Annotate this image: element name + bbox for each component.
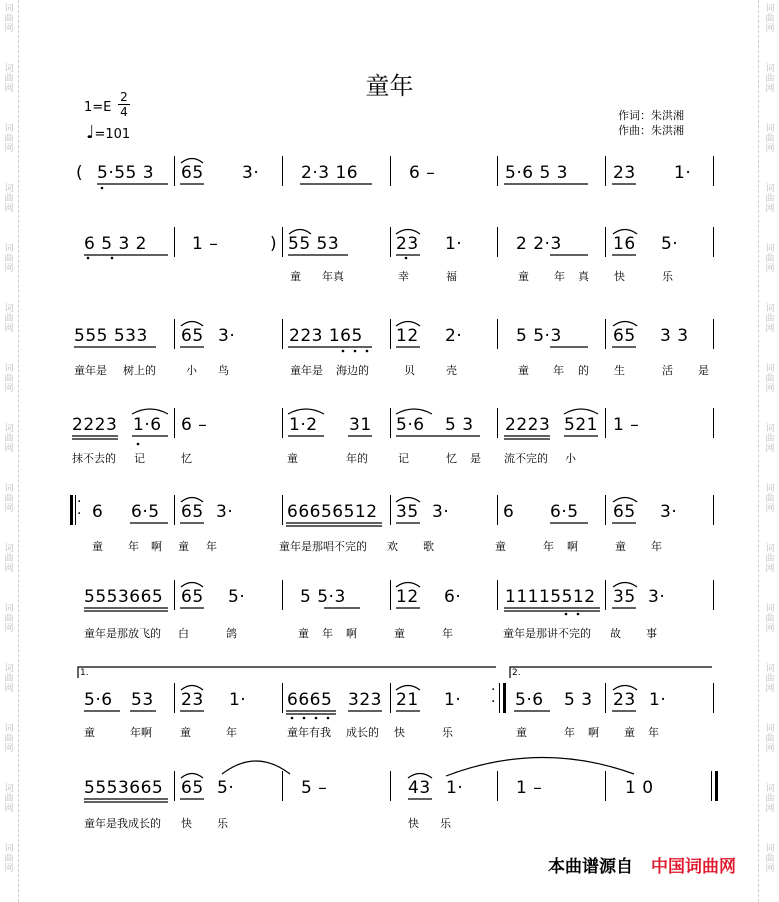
watermark-char: 曲 [765,434,775,444]
watermark-char: 曲 [4,734,14,744]
note: 43 [408,778,431,798]
lyric: 童年是那唱不完的 [279,540,367,553]
lyric: 年 [206,540,217,553]
lyric: 贝 [404,364,415,377]
lyric: 流不完的 [504,452,548,465]
note: 23 [613,690,636,710]
note: 1· [446,778,464,798]
note: 6·5 [131,502,160,522]
watermark-char: 词 [4,4,14,14]
watermark-char: 词 [765,244,775,254]
note: 1· [674,163,692,183]
time-top: 2 [120,90,128,104]
note: 5·6 5 3 [505,163,568,183]
watermark-char: 词 [4,604,14,614]
ending-2-label: 2. [512,668,521,678]
note: 65 [181,326,204,346]
watermark-char: 网 [4,264,14,274]
watermark-char: 曲 [765,734,775,744]
repeat-dots: · · [77,494,82,522]
lyric: 年 [226,726,237,739]
lyric: 年 [564,726,575,739]
note: 1·6 [133,415,162,435]
note: 3· [660,502,678,522]
lyric: 童 [180,726,191,739]
watermark-char: 词 [765,64,775,74]
lyric: 童年是那讲不完的 [503,627,591,640]
lyricist: 作词：朱洪湘 [618,109,684,122]
lyric: 小 [186,364,197,377]
note: ) [270,234,278,254]
lyric: 年 [553,364,564,377]
watermark-char: 词 [765,664,775,674]
note: 6 5 3 2 [84,234,147,254]
lyric: 快 [394,726,405,739]
note: 3· [242,163,260,183]
note: 5 3 [564,690,593,710]
lyric: 是 [698,364,709,377]
watermark-char: 词 [765,544,775,554]
note: 1· [649,690,667,710]
note: 5553665 [84,587,164,607]
note: 2223 [72,415,118,435]
lyric: 童年是我成长的 [84,817,161,830]
lyric: 活 [662,364,673,377]
note: 66656512 [287,502,378,522]
watermark-char: 词 [4,244,14,254]
watermark-char: 词 [4,784,14,794]
watermark-char: 曲 [765,14,775,24]
lyric: 海边的 [336,364,369,377]
footer [548,852,736,877]
note: 3· [216,502,234,522]
composer: 作曲：朱洪湘 [618,124,684,137]
lyric: 鸟 [218,364,229,377]
watermark-char: 曲 [765,554,775,564]
note: 31 [349,415,372,435]
watermark-char: 网 [765,864,775,874]
note: 555 533 [74,326,148,346]
lyric: 事 [646,627,657,640]
note: 6 – [181,415,208,435]
lyric: 童 [178,540,189,553]
watermark-char: 网 [4,564,14,574]
watermark-char: 网 [4,684,14,694]
note: 6665 [287,690,333,710]
note: 5 3 [445,415,474,435]
note: 2·3 16 [301,163,359,183]
watermark-char: 曲 [4,194,14,204]
watermark-char: 网 [4,624,14,634]
watermark-char: 网 [765,24,775,34]
watermark-char: 曲 [765,134,775,144]
lyric: 童 [287,452,298,465]
watermark-char: 网 [765,444,775,454]
watermark-char: 网 [4,744,14,754]
note: 5· [661,234,679,254]
watermark-char: 曲 [4,74,14,84]
watermark-char: 曲 [765,854,775,864]
watermark-char: 曲 [765,374,775,384]
watermark-char: 曲 [4,254,14,264]
note: 12 [396,326,419,346]
note: 5·6 [515,690,544,710]
watermark-char: 词 [765,4,775,14]
lyric: 童年是 [290,364,323,377]
lyric: 年 [648,726,659,739]
watermark-char: 词 [4,184,14,194]
watermark-char: 词 [4,124,14,134]
repeat-dots: · · [491,682,496,710]
lyric: 年 [554,270,565,283]
lyric: 忆 [446,452,457,465]
note: 2 2·3 [516,234,562,254]
watermark-char: 词 [765,364,775,374]
watermark-char: 网 [765,84,775,94]
watermark-char: 词 [4,484,14,494]
note: 5· [228,587,246,607]
watermark-char: 曲 [765,74,775,84]
watermark-char: 网 [4,24,14,34]
lyric: 童 [495,540,506,553]
watermark-char: 网 [765,204,775,214]
lyric: 是 [470,452,481,465]
watermark-char: 词 [765,724,775,734]
note: 3 3 [660,326,689,346]
watermark-char: 曲 [765,254,775,264]
lyric: 故 [610,627,621,640]
lyric: 年 [543,540,554,553]
note: 65 [181,587,204,607]
watermark-char: 词 [4,64,14,74]
song-title: 童年 [365,72,414,100]
note: 1 0 [625,778,654,798]
watermark-char: 网 [4,804,14,814]
note: 6 [92,502,104,522]
lyric: 抹不去的 [72,452,116,465]
lyric: 快 [408,817,419,830]
note: 521 [564,415,598,435]
lyric: 啊 [588,726,599,739]
note: 65 [181,778,204,798]
watermark-char: 网 [765,144,775,154]
lyric: 小 [565,452,576,465]
watermark-char: 网 [765,684,775,694]
watermark-char: 曲 [4,494,14,504]
lyric: 乐 [440,817,451,830]
lyric: 成长的 [346,726,379,739]
lyric: 记 [398,452,409,465]
lyric: 忆 [181,452,192,465]
watermark-char: 网 [765,744,775,754]
note: 6 [503,502,515,522]
lyric: 啊 [151,540,162,553]
note: ( [76,163,84,183]
lyric: 童 [394,627,405,640]
note: 1 – [516,778,543,798]
note: 35 [396,502,419,522]
lyric: 真 [578,270,589,283]
watermark-char: 网 [4,864,14,874]
note: 65 [613,502,636,522]
watermark-char: 曲 [765,194,775,204]
note: 5· [217,778,235,798]
watermark-char: 词 [765,844,775,854]
note: 3· [648,587,666,607]
site-name: 中国词曲网 [651,857,736,877]
watermark-char: 曲 [4,794,14,804]
source-label: 本曲谱源自 [548,857,633,877]
note: 5 5·3 [516,326,562,346]
note: 65 [613,326,636,346]
lyric: 年的 [346,452,368,465]
lyric: 白 [178,627,189,640]
lyric: 童 [92,540,103,553]
watermark-char: 词 [4,664,14,674]
watermark-char: 词 [4,844,14,854]
note: 323 [348,690,382,710]
lyric: 年真 [322,270,344,283]
note: 5·55 3 [97,163,155,183]
note: 23 [181,690,204,710]
lyric: 童 [518,364,529,377]
note: 5553665 [84,778,164,798]
note: 21 [396,690,419,710]
watermark-char: 词 [4,544,14,554]
lyric: 乐 [217,817,228,830]
lyric: 壳 [446,364,457,377]
lyric: 鸽 [226,627,237,640]
lyric: 欢 [387,540,398,553]
note: 5·6 [396,415,425,435]
watermark-char: 曲 [4,134,14,144]
note: 16 [613,234,636,254]
watermark-char: 网 [765,324,775,334]
note: 12 [396,587,419,607]
lyric: 童年是那放飞的 [84,627,161,640]
note: 223 165 [289,326,363,346]
lyric: 快 [181,817,192,830]
watermark-char: 词 [765,784,775,794]
watermark-char: 网 [765,624,775,634]
note: 1· [445,234,463,254]
watermark-char: 曲 [765,674,775,684]
note: 5 5·3 [300,587,346,607]
lyric: 童 [84,726,95,739]
watermark-char: 网 [765,504,775,514]
watermark-char: 词 [765,124,775,134]
note: 6· [444,587,462,607]
lyric: 童 [624,726,635,739]
watermark-char: 曲 [4,854,14,864]
lyric: 童年有我 [287,726,331,739]
watermark-char: 曲 [765,314,775,324]
lyric: 童 [615,540,626,553]
watermark-char: 网 [4,204,14,214]
watermark-char: 网 [4,144,14,154]
time-bottom: 4 [120,105,128,119]
watermark-char: 曲 [4,614,14,624]
note: 55 53 [288,234,340,254]
watermark-char: 词 [4,424,14,434]
watermark-char: 网 [765,804,775,814]
watermark-char: 曲 [765,794,775,804]
note: 2· [445,326,463,346]
note: 6 – [409,163,436,183]
watermark-char: 词 [765,424,775,434]
note: 3· [432,502,450,522]
note: 65 [181,502,204,522]
watermark-char: 网 [765,264,775,274]
watermark-char: 曲 [4,554,14,564]
key-signature: 1=E [84,100,112,115]
lyric: 年 [322,627,333,640]
watermark-char: 词 [4,724,14,734]
note: 2223 [505,415,551,435]
lyric: 童 [298,627,309,640]
note: 23 [396,234,419,254]
watermark-char: 曲 [765,494,775,504]
note: 35 [613,587,636,607]
watermark-char: 曲 [4,374,14,384]
lyric: 生 [614,364,625,377]
watermark-char: 网 [4,84,14,94]
ending-1-label: 1. [80,668,89,678]
lyric: 快 [614,270,625,283]
watermark-char: 词 [765,604,775,614]
note: 5·6 [84,690,113,710]
note: 65 [181,163,204,183]
quarter-note-icon: ♩ [86,122,95,143]
watermark-char: 网 [4,444,14,454]
watermark-char: 词 [765,304,775,314]
lyric: 啊 [346,627,357,640]
lyric: 啊 [567,540,578,553]
watermark-char: 网 [4,504,14,514]
lyric: 幸 [398,270,409,283]
watermark-char: 网 [765,564,775,574]
watermark-char: 曲 [4,674,14,684]
note: 1 – [192,234,219,254]
lyric: 童年是 [74,364,107,377]
lyric: 童 [290,270,301,283]
watermark-char: 网 [4,324,14,334]
lyric: 福 [446,270,457,283]
watermark-char: 曲 [4,14,14,24]
note: 5 – [301,778,328,798]
watermark-char: 网 [765,384,775,394]
lyric: 童 [516,726,527,739]
note: 1·2 [289,415,318,435]
lyric: 树上的 [123,364,156,377]
note: 1· [444,690,462,710]
watermark-char: 曲 [4,314,14,324]
watermark-char: 词 [765,484,775,494]
note: 1 – [613,415,640,435]
lyric: 年 [128,540,139,553]
note: 23 [613,163,636,183]
watermark-char: 网 [4,384,14,394]
lyric: 歌 [423,540,434,553]
note: 11115512 [505,587,596,607]
watermark-char: 词 [4,304,14,314]
lyric: 的 [578,364,589,377]
watermark-char: 曲 [4,434,14,444]
lyric: 乐 [662,270,673,283]
watermark-char: 词 [4,364,14,374]
lyric: 年啊 [130,726,152,739]
lyric: 记 [134,452,145,465]
note: 3· [218,326,236,346]
tempo-value: =101 [94,127,131,142]
lyric: 乐 [442,726,453,739]
watermark-char: 词 [765,184,775,194]
note: 53 [131,690,154,710]
lyric: 年 [442,627,453,640]
lyric: 年 [651,540,662,553]
note: 1· [229,690,247,710]
watermark-char: 曲 [765,614,775,624]
lyric: 童 [518,270,529,283]
note: 6·5 [550,502,579,522]
